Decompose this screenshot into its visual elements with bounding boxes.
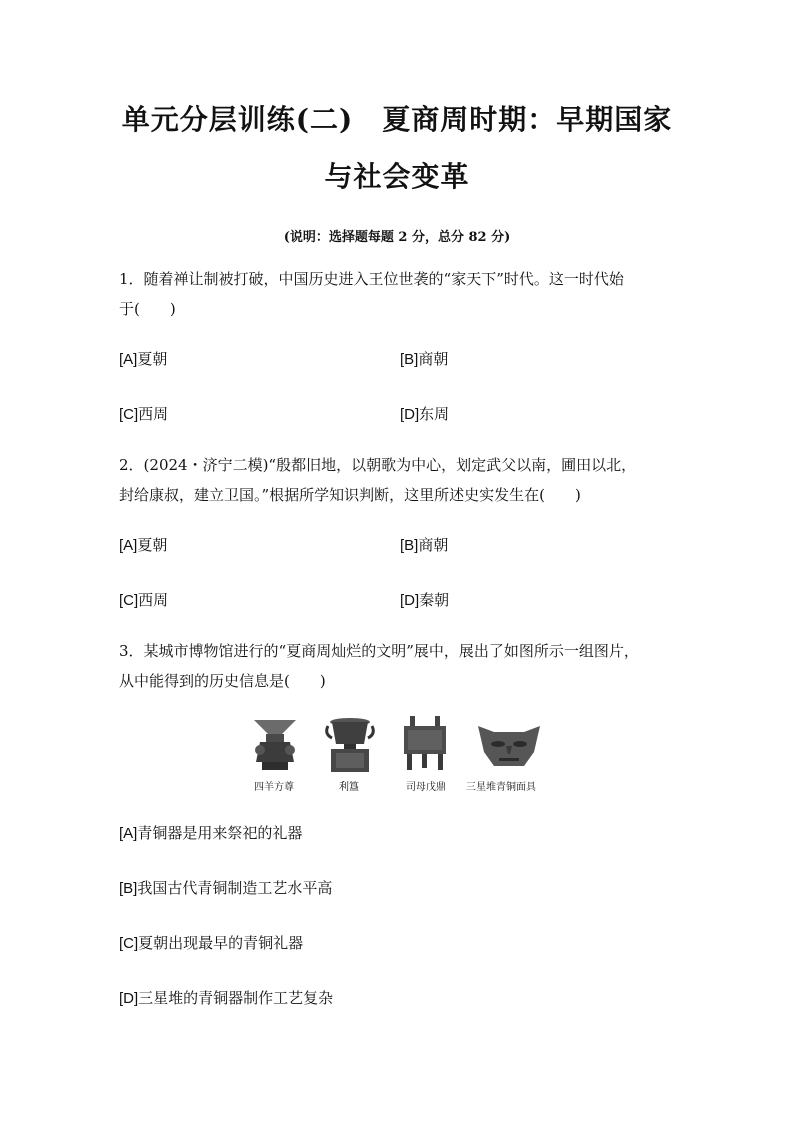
page-title-line2: 与社会变革 — [324, 160, 470, 193]
q3-option-c[interactable] — [119, 932, 303, 953]
q2-option-b[interactable] — [400, 534, 448, 555]
four-ram-square-zun-image — [250, 718, 300, 772]
page-title: 单元分层训练(二) 夏商周时期：早期国家 — [121, 103, 673, 136]
option-marker: [C] — [119, 935, 139, 952]
question-1-line1: 1．随着禅让制被打破，中国历史进入王位世袭的“家天下”时代。这一时代始 — [119, 270, 624, 288]
q3-option-b[interactable] — [119, 877, 332, 898]
option-marker: [B] — [119, 880, 138, 897]
option-text: 西周 — [138, 591, 169, 609]
q3-option-d[interactable] — [119, 987, 333, 1008]
li-gui-image — [324, 716, 376, 774]
option-text: 商朝 — [418, 350, 449, 368]
option-marker: [C] — [119, 406, 139, 423]
option-marker: [A] — [119, 825, 138, 842]
question-2-line1: 2．(2024・济宁二模)“殷都旧地，以朝歌为中心，划定武父以南，圃田以北， — [119, 456, 637, 474]
question-2-line2: 封给康叔，建立卫国。”根据所学知识判断，这里所述史实发生在( ) — [119, 486, 581, 504]
question-3-line1: 3．某城市博物馆进行的“夏商周灿烂的文明”展中，展出了如图所示一组图片， — [119, 642, 639, 660]
option-marker: [B] — [400, 351, 419, 368]
option-text: 夏朝 — [137, 536, 168, 554]
question-1-stem — [119, 264, 679, 324]
question-2-stem — [119, 450, 679, 510]
option-text: 东周 — [419, 405, 450, 423]
simuwu-ding-image — [400, 716, 450, 772]
q1-option-c[interactable] — [119, 403, 168, 424]
q2-option-a[interactable] — [119, 534, 167, 555]
q2-option-c[interactable] — [119, 589, 168, 610]
caption-four-ram-zun: 四羊方尊 — [254, 782, 294, 793]
option-marker: [D] — [400, 406, 420, 423]
caption-li-gui: 利簋 — [339, 782, 359, 793]
question-3-line2: 从中能得到的历史信息是( ) — [119, 672, 326, 690]
scoring-note: (说明：选择题每题 2 分，总分 82 分) — [283, 230, 511, 245]
option-text: 西周 — [138, 405, 169, 423]
option-text: 夏朝出现最早的青铜礼器 — [138, 934, 304, 952]
question-3-stem — [119, 636, 679, 696]
option-marker: [D] — [119, 990, 139, 1007]
option-text: 商朝 — [418, 536, 449, 554]
q1-option-a[interactable] — [119, 348, 167, 369]
q1-option-b[interactable] — [400, 348, 448, 369]
caption-sanxingdui-mask: 三星堆青铜面具 — [466, 782, 536, 793]
q2-option-d[interactable] — [400, 589, 449, 610]
option-marker: [A] — [119, 351, 138, 368]
caption-simuwu-ding: 司母戊鼎 — [406, 782, 446, 793]
option-text: 夏朝 — [137, 350, 168, 368]
option-marker: [D] — [400, 592, 420, 609]
question-1-line2: 于( ) — [119, 300, 176, 318]
option-text: 秦朝 — [419, 591, 450, 609]
option-marker: [B] — [400, 537, 419, 554]
option-marker: [A] — [119, 537, 138, 554]
option-text: 三星堆的青铜器制作工艺复杂 — [138, 989, 334, 1007]
option-marker: [C] — [119, 592, 139, 609]
q1-option-d[interactable] — [400, 403, 449, 424]
option-text: 我国古代青铜制造工艺水平高 — [137, 879, 333, 897]
q3-option-a[interactable] — [119, 822, 302, 843]
sanxingdui-bronze-mask-image — [472, 722, 546, 770]
option-text: 青铜器是用来祭祀的礼器 — [137, 824, 303, 842]
